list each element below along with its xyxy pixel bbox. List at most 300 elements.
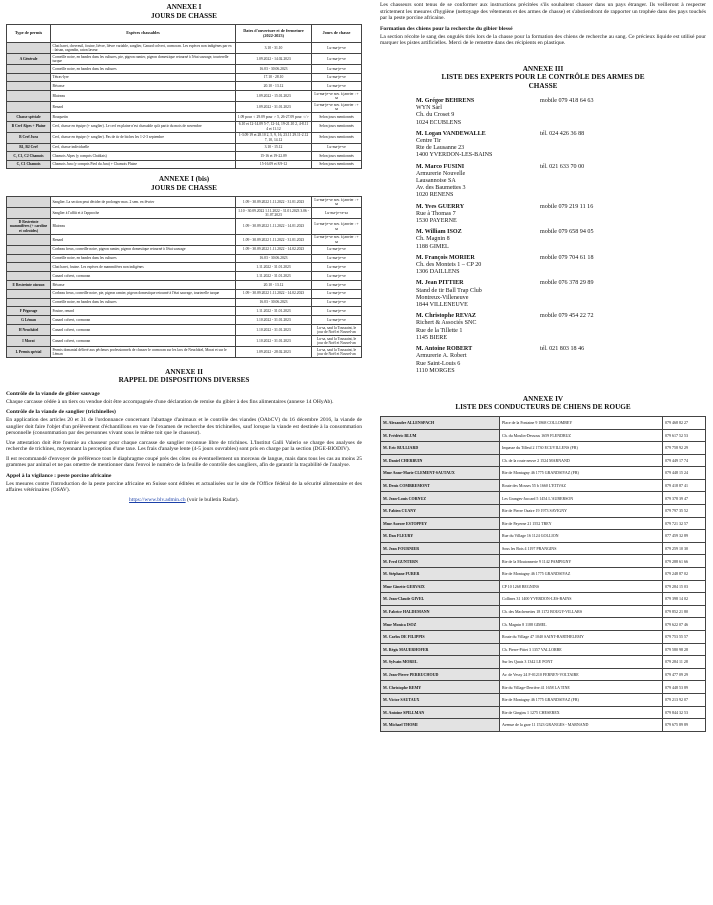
permis-cell: B Cerf Jura [7, 132, 51, 143]
annexe1bis-body [7, 197, 362, 358]
annexe2-link-line [6, 497, 362, 504]
annexe2-subtitle: RAPPEL DE DISPOSITIONS DIVERSES [118, 376, 250, 385]
dates-cell: 16.03 - 30.06.2023 [236, 298, 312, 307]
dates-cell: 1.11.2022 - 31.01.2023 [236, 263, 312, 272]
expert-address-line: Rte de Lausanne 23 [416, 145, 465, 152]
conducteur-phone: 079 378 39 47 [663, 492, 706, 505]
conducteur-row [381, 631, 706, 644]
conducteur-address: Route du Village 47 1040 SAINT-BARTHELEMY [500, 631, 663, 644]
conducteur-address: Collines 31 1400 YVERDON-LES-BAINS [500, 593, 663, 606]
conducteur-name: M. Victor SAUTAUX [381, 693, 500, 706]
permis-cell: B Cerf Alpes + Plaine [7, 121, 51, 132]
expert-details [380, 313, 540, 342]
annexe2-paragraph-4: Il est recommandé d'envoyer de préférence tout le diaphragme coupé près des côtes ou éventuellement un morceau de langue, mais dans tous les cas au moins 25 grammes par animal et ne pas omettre de mentionner dans l'envoi le numéro de la feuille de contrôle des sangliers, afin de garantir la traçabilité de l'analyse. [6, 455, 362, 469]
expert-phone: tél. 024 426 36 88 [540, 130, 585, 137]
conducteur-name: M. Alexandre ALLENSPACH [381, 416, 500, 429]
conducteur-address: Ch. du Moulin-Dessous 1659 FLENDRUZ [500, 429, 663, 442]
conducteur-phone: 079 248 87 02 [663, 568, 706, 581]
dates-cell: 1.09 - 30.09.2022 1.11.2022 - 31.01.2023 [236, 234, 312, 245]
expert-address-line: Richert & Associés SNC [416, 320, 477, 327]
expert-entry [380, 131, 706, 160]
especes-cell: Tétras-lyre [51, 73, 236, 82]
expert-name: M. Antoine ROBERT [416, 346, 473, 353]
conducteur-row [381, 467, 706, 480]
dates-cell: 1.09 - 30.09.2022 1.11.2022 - 14.01.2023 [236, 219, 312, 234]
conducteur-name: M. Jean FOURNIER [381, 542, 500, 555]
dates-cell: 3.10 - 15.12 [236, 143, 312, 152]
annexe2-heading-peste: Appel à la vigilance : peste porcine africaine [6, 472, 112, 479]
expert-entry [380, 280, 706, 309]
annexe1bis-subtitle: JOURS DE CHASSE [151, 183, 217, 192]
conducteur-row [381, 505, 706, 518]
conducteur-row [381, 454, 706, 467]
dates-cell: 1.09 pour ♀ 29.09 pour ♂ 5, 26-27.09 pour ♀/♂ [236, 112, 312, 121]
header-especes: Espèces chassables [51, 25, 236, 43]
conducteur-row [381, 706, 706, 719]
conducteur-phone: 079 468 82 27 [663, 416, 706, 429]
expert-address-line: Av. des Baumettes 3 [416, 185, 466, 192]
expert-address-line: Montreux-Villeneuve [416, 294, 469, 301]
expert-address-line: Armurerie A. Robert [416, 353, 467, 360]
especes-cell: Canard colvert, cormoran [51, 324, 236, 335]
conducteur-name: M. Frédéric BLUM [381, 429, 500, 442]
conducteur-phone: 079 797 35 52 [663, 505, 706, 518]
especes-cell: Blaireau [51, 90, 236, 101]
dates-cell: 16.03 - 30.06.2023 [236, 254, 312, 263]
conducteur-name: M. Michael THOMI [381, 719, 500, 732]
conducteur-phone: 079 622 07 46 [663, 618, 706, 631]
especes-cell: Corbeau freux, corneille noire, pigeon ramier, pigeon domestique retourné à l'état sauvage [51, 245, 236, 254]
especes-cell: Fouine, renard [51, 307, 236, 316]
formation-heading: Formation des chiens pour la recherche du gibier blessé [380, 25, 513, 32]
permis-cell [7, 101, 51, 112]
especes-cell: Bécasse [51, 82, 236, 91]
conducteur-phone: 079 418 87 41 [663, 479, 706, 492]
dates-cell: 1.09 - 30.09.2022 1.11.2022 - 14.02.2023 [236, 289, 312, 298]
permis-cell [7, 208, 51, 219]
conducteur-address: Ch. des Machenettes 18 1172 BOUGY-VILLARS [500, 605, 663, 618]
expert-address-line: Rue de la Tillette 1 [416, 327, 463, 334]
conducteur-row [381, 656, 706, 669]
conducteur-phone: 079 448 53 89 [663, 681, 706, 694]
dates-cell: 1.09.2022 - 15.01.2023 [236, 90, 312, 101]
conducteur-name: Mme Monica ISOZ [381, 618, 500, 631]
conducteur-phone: 079 758 92 29 [663, 442, 706, 455]
dates-cell: 1.09 - 30.09.2022 1.11.2022 - 14.02.2023 [236, 245, 312, 254]
annexe2-title: ANNEXE II [165, 367, 203, 376]
formation-paragraph: La section récolte le sang des ongulés tirés lors de la chasse pour la formation des chiens de recherche au sang. Ce précieux liquide est utilisé pour marquer les pistes artificielles. Merci de le remettre dans des récipients en plastique. [380, 33, 706, 46]
jours-cell: Selon jours mentionnés [312, 152, 362, 161]
annexe1-table [6, 24, 362, 169]
expert-entry [380, 204, 706, 226]
conducteur-phone: 079 288 61 66 [663, 555, 706, 568]
annexe3-title: ANNEXE III [522, 64, 564, 73]
link-suffix: (voir le bulletin Radar). [185, 496, 239, 503]
conducteur-phone: 079 449 17 74 [663, 454, 706, 467]
dates-cell: 3.10 - 31.10 [236, 43, 312, 54]
dates-cell: 16.03 - 30.06.2023 [236, 65, 312, 74]
annexe2-heading-sanglier: Contrôle de la viande de sanglier (trichinelles) [6, 409, 116, 416]
conducteur-row [381, 693, 706, 706]
conducteur-row [381, 681, 706, 694]
conducteur-name: M. Jean-Claude GIVEL [381, 593, 500, 606]
annexe1-subtitle: JOURS DE CHASSE [151, 11, 217, 20]
permis-cell [7, 254, 51, 263]
osav-link[interactable]: https://www.blv.admin.ch [129, 496, 186, 503]
dates-cell: 1.09.2022 - 14.02.2023 [236, 54, 312, 65]
conducteur-phone: 079 284 15 03 [663, 580, 706, 593]
conducteur-name: Mme Anne-Marie CLEMENT-SAUTAUX [381, 467, 500, 480]
conducteur-phone: 079 721 32 57 [663, 517, 706, 530]
especes-cell: Chamois Alpes (y compris Chablais) [51, 152, 236, 161]
expert-details [380, 98, 540, 127]
permis-cell [7, 263, 51, 272]
dates-cell: 1.09 - 30.09.2022 1.11.2022 - 31.01.2023 [236, 197, 312, 208]
conducteur-phone: 079 675 89 89 [663, 719, 706, 732]
header-permis: Type de permis [7, 25, 51, 43]
annexe1bis-row [7, 316, 362, 325]
annexe1bis-row [7, 263, 362, 272]
permis-cell [7, 289, 51, 298]
expert-entry [380, 229, 706, 251]
conducteur-name: M. Eric BULLIARD [381, 442, 500, 455]
annexe1bis-table [6, 196, 362, 358]
permis-cell [7, 65, 51, 74]
especes-cell: Sanglier à l'affût et à l'approche [51, 208, 236, 219]
expert-entry [380, 313, 706, 342]
permis-cell: B1, B2 Cerf [7, 143, 51, 152]
conducteur-name: M. Jean-Pierre PERRUCHOUD [381, 668, 500, 681]
conducteur-name: Mme Aurore ESTOPPEY [381, 517, 500, 530]
jours-cell: Lu-ma-je-ve nov. à janvier : + sa [312, 219, 362, 234]
especes-cell: Renard [51, 101, 236, 112]
annexe1-title: ANNEXE I [166, 3, 202, 11]
conducteur-phone: 079 844 32 53 [663, 706, 706, 719]
annexe1bis-row [7, 208, 362, 219]
annexe1-row [7, 73, 362, 82]
annexe1bis-row [7, 197, 362, 208]
especes-cell: Cerf, chasse individuelle [51, 143, 236, 152]
jours-cell: Selon jours mentionnés [312, 112, 362, 121]
expert-address-line: 1400 YVERDON-LES-BAINS [416, 152, 493, 159]
conducteur-name: M. Denis COMBREMONT [381, 479, 500, 492]
conducteur-row [381, 429, 706, 442]
conducteur-name: M. Fabrice HALDEMANN [381, 605, 500, 618]
expert-details [380, 346, 540, 375]
conducteur-address: Av. de Vessy 24 F-01210 FERNEY-VOLTAIRE [500, 668, 663, 681]
jours-cell: Selon jours mentionnés [312, 160, 362, 169]
jours-cell: Lu-ma-je-ve [312, 54, 362, 65]
especes-cell: Bécasse [51, 280, 236, 289]
jours-cell: Lu-ma-je-ve [312, 280, 362, 289]
annexe1-row [7, 121, 362, 132]
conducteur-row [381, 530, 706, 543]
especes-cell: Blaireau [51, 219, 236, 234]
conducteur-phone: 079 617 52 53 [663, 429, 706, 442]
conducteur-address: Ch. Magnin 8 1188 GIMEL [500, 618, 663, 631]
jours-cell: Lu-ma-je-ve [312, 289, 362, 298]
annexe1-row [7, 90, 362, 101]
expert-name: M. Yves GUERRY [416, 203, 465, 210]
conducteur-address: Impasse du Tilleul 2 1730 ECUVILLENS (FR) [500, 442, 663, 455]
conducteur-address: Rte de Pierre Ozaire 19 1973 SAVIGNY [500, 505, 663, 518]
conducteur-phone: 079 477 09 29 [663, 668, 706, 681]
expert-name: M. Logan VANDEWALLE [416, 130, 486, 137]
conducteur-name: M. Antoine SPILLMAN [381, 706, 500, 719]
conducteur-phone: 077 459 32 89 [663, 530, 706, 543]
expert-address-line: WYN Sàrl [416, 105, 442, 112]
annexe2-paragraph-2: En application des articles 20 et 31 de l'ordonnance concernant l'abattage d'animaux et le contrôle des viandes (OAbCV) du 16 décembre 2016, la viande de sanglier doit faire l'objet d'un prélèvement d'échantillons en vue de l'examen de recherche des trichinelles, sauf lorsque la viande est destinée à la consommation personnelle (consommation par des personnes vivant sous le même toit que le chasseur). [6, 417, 362, 437]
conducteur-row [381, 643, 706, 656]
dates-cell: 20.10 - 13.12 [236, 82, 312, 91]
annexe2-paragraph-5: Les mesures contre l'introduction de la peste porcine africaine en Suisse sont éditées et actualisées sur le site de l'Office fédéral de la sécurité alimentaire et des affaires vétérinaires (OSAV). [6, 480, 362, 494]
expert-entry [380, 164, 706, 200]
conducteurs-table [380, 416, 706, 732]
especes-cell: Permis domanial délivré aux pêcheurs professionnels de chasser le cormoran sur les lacs de Neuchâtel, Morat et sur le Léman [51, 346, 236, 357]
expert-address-line: Ch. Magnin 8 [416, 236, 450, 243]
annexe1bis-row [7, 234, 362, 245]
right-column [380, 0, 706, 732]
jours-cell: Lu-ma-je-ve nov. à janvier : + sa [312, 101, 362, 112]
dates-cell: 1.10.2022 - 31.01.2023 [236, 316, 312, 325]
expert-address-line: 1020 RENENS [416, 192, 454, 199]
annexe1-row [7, 43, 362, 54]
expert-details [380, 255, 540, 277]
annexe1bis-row [7, 335, 362, 346]
annexe1-row [7, 112, 362, 121]
permis-cell: D Restreinte mammifères (+ caroline et coleoïdes) [7, 219, 51, 234]
permis-cell: C, C1 Chamois [7, 160, 51, 169]
permis-cell: H Neuchâtel [7, 324, 51, 335]
conducteur-phone: 079 753 55 57 [663, 631, 706, 644]
especes-cell: Chamois Jura (y compris Pied du Jura) + Chamois Plaine [51, 160, 236, 169]
conducteur-address: Rte de Montagny 46 1775 GRANDSIVAZ (FR) [500, 467, 663, 480]
permis-cell: G Léman [7, 316, 51, 325]
expert-phone: mobile 079 219 11 16 [540, 203, 594, 210]
annexe2-paragraph-1: Chaque carcasse cédée à un tiers ou vendue doit être accompagnée d'une déclaration de remise du gibier à des fins alimentaires (annexe 14 OHyAb). [6, 398, 334, 405]
jours-cell: Lu-ma-je-ve [312, 73, 362, 82]
header-jours: Jours de chasse [312, 25, 362, 43]
permis-cell [7, 245, 51, 254]
conducteur-address: Rte de Montagny 46 1775 GRANDSIVAZ (FR) [500, 693, 663, 706]
jours-cell: Lu-ma-je-ve nov. à janvier : + sa [312, 197, 362, 208]
expert-address-line: 1145 BIERE [416, 334, 448, 341]
conducteur-row [381, 568, 706, 581]
annexe1-row [7, 82, 362, 91]
expert-name: M. William ISOZ [416, 229, 462, 236]
jours-cell: Selon jours mentionnés [312, 121, 362, 132]
conducteur-row [381, 416, 706, 429]
conducteur-phone: 079 259 10 30 [663, 542, 706, 555]
especes-cell: Corneille noire, en bandes dans les cultures, pie, pigeon ramier, pigeon domestique retourné à l'état sauvage, tourterelle turque [51, 54, 236, 65]
experts-list [380, 98, 706, 375]
jours-cell: Lu-ma-je-ve [312, 272, 362, 281]
permis-cell [7, 234, 51, 245]
conducteur-phone: 079 213 92 07 [663, 693, 706, 706]
conducteur-row [381, 517, 706, 530]
jours-cell: Lu-ma-je-ve [312, 43, 362, 54]
annexe1bis-row [7, 272, 362, 281]
dates-cell: 1.11.2022 - 31.01.2023 [236, 272, 312, 281]
conducteur-address: Route des Mosses 55 b 1660 L'ETIVAZ [500, 479, 663, 492]
conducteur-address: Rte de Gingins 1 1275 CHESEREX [500, 706, 663, 719]
annexe1bis-row [7, 307, 362, 316]
conducteur-address: Sous les Bois 4 1197 PRANGINS [500, 542, 663, 555]
intro-paragraph: Les chasseurs sont tenus de se conformer aux instructions précitées s'ils souhaitent chasser dans un pays étranger. Ils veilleront à respecter strictement les mesures d'hygiène (nettoyage des vêtements et des armes de chasse) et s'abstiendront de rapporter un trophée dans des pays touchés par la peste porcine africaine. [380, 2, 706, 21]
expert-address-line: 1110 MORGES [416, 367, 455, 374]
permis-cell [7, 272, 51, 281]
dates-cell: 1.10 - 30.09.2022 1.11.2022 - 31.01.2023 3.06 - 31.07.2023 [236, 208, 312, 219]
jours-cell: Lu-ma-je-ve [312, 307, 362, 316]
conducteur-row [381, 719, 706, 732]
conducteur-name: M. Dan FLEURY [381, 530, 500, 543]
conducteur-name: M. Fred GUNTERN [381, 555, 500, 568]
conducteur-name: M. Régis MAUERHOFER [381, 643, 500, 656]
annexe4-title: ANNEXE IV [522, 394, 564, 403]
especes-cell: Canard colvert, cormoran [51, 272, 236, 281]
expert-phone: mobile 076 378 29 89 [540, 280, 594, 287]
especes-cell: Corneille noire, en bandes dans les cultures [51, 254, 236, 263]
annexe1-row [7, 65, 362, 74]
annexe3-subtitle: LISTE DES EXPERTS POUR LE CONTRÔLE DES ARMES DE CHASSE [441, 73, 645, 90]
especes-cell: Canard colvert, cormoran [51, 335, 236, 346]
annexe1-header-row [7, 25, 362, 43]
jours-cell: Lu-ma-je-ve [312, 82, 362, 91]
annexe1bis-row [7, 280, 362, 289]
expert-address-line: Armurerie Nouvelle [416, 170, 466, 177]
permis-cell [7, 43, 51, 54]
dates-cell: 1.10.2022 - 31.01.2023 [236, 335, 312, 346]
jours-cell: Lu-sa, sauf la Toussaint, le jour de Noël et Nouvel-an [312, 324, 362, 335]
dates-cell: 1-3.09 19 et 28.10 2, 5, 9, 16, 23.11 29.11-2.12 7, 10, 14.12 [236, 132, 312, 143]
expert-details [380, 280, 540, 309]
expert-name: M. Grégor BEHRENS [416, 98, 475, 104]
conducteur-address: Sur les Quais 3 1342 LE PONT [500, 656, 663, 669]
expert-address-line: Rue Saint-Louis 6 [416, 360, 461, 367]
expert-name: M. Jean PITTIER [416, 280, 464, 287]
expert-name: M. Marco FUSINI [416, 163, 465, 170]
expert-address-line: 1844 VILLENEUVE [416, 302, 468, 309]
conducteur-row [381, 492, 706, 505]
conducteur-row [381, 668, 706, 681]
expert-phone: mobile 079 454 22 72 [540, 313, 594, 320]
dates-cell: 20.10 - 13.12 [236, 280, 312, 289]
annexe1-row [7, 132, 362, 143]
jours-cell: Lu-ma-je-ve [312, 316, 362, 325]
jours-cell: Lu-ma-je-ve [312, 254, 362, 263]
permis-cell: Chasse spéciale [7, 112, 51, 121]
expert-details [380, 229, 540, 251]
expert-phone: tél. 021 803 18 46 [540, 346, 585, 353]
dates-cell: 15-16 et 19-22.09 [236, 152, 312, 161]
annexe1-row [7, 160, 362, 169]
conducteur-address: Rte de la Moutonnerie 9 1142 PAMPIGNY [500, 555, 663, 568]
annexe2-heading-gibier: Contrôle de la viande de gibier sauvage [6, 390, 100, 397]
annexe4-subtitle: LISTE DES CONDUCTEURS DE CHIENS DE ROUGE [455, 403, 631, 412]
jours-cell: Lu-ma-je-ve nov. à janvier : + sa [312, 234, 362, 245]
conducteur-name: M. Carlos DE FILIPPIS [381, 631, 500, 644]
expert-address-line: 1188 GIMEL [416, 243, 449, 250]
expert-phone: tél. 021 633 70 00 [540, 163, 585, 170]
conducteur-row [381, 542, 706, 555]
especes-cell: Cerf, chasse en équipe (+ sanglier). Le cerf en plaine n'est chassable qu'à partir du mois de novembre [51, 121, 236, 132]
permis-cell: C, C1, C2 Chamois [7, 152, 51, 161]
expert-entry [380, 98, 706, 127]
conducteur-name: M. Sylvain MOREL [381, 656, 500, 669]
conducteur-address: Place de la Fontaine 9 1868 COLLOMBEY [500, 416, 663, 429]
dates-cell: 1.09.2022 - 28.02.2023 [236, 346, 312, 357]
jours-cell: Lu-ma-je-ve [312, 143, 362, 152]
dates-cell: 1.11.2022 - 31.01.2023 [236, 307, 312, 316]
expert-address-line: 1024 ECUBLENS [416, 119, 462, 126]
conducteur-row [381, 618, 706, 631]
conducteur-name: Mme Ginette GERVAIX [381, 580, 500, 593]
expert-name: M. François MORIER [416, 254, 475, 261]
permis-cell: I Morat [7, 335, 51, 346]
expert-address-line: 1530 PAYERNE [416, 218, 457, 225]
permis-cell: E Restreinte oiseaux [7, 280, 51, 289]
annexe1bis-row [7, 289, 362, 298]
conducteurs-body [381, 416, 706, 731]
jours-cell: Lu-sa, sauf la Toussaint, le jour de Noël et Nouvel-an [312, 346, 362, 357]
conducteur-address: Rte de Montagny 46 1775 GRANDSIVAZ [500, 568, 663, 581]
conducteur-phone: 079 852 21 80 [663, 605, 706, 618]
permis-cell: F Pégorage [7, 307, 51, 316]
annexe1-row [7, 143, 362, 152]
conducteur-name: M. Stéphane FURER [381, 568, 500, 581]
conducteur-address: Ch. de la route neuve 2 1524 MARNAND [500, 454, 663, 467]
jours-cell: Lu-ma-je-ve [312, 263, 362, 272]
conducteur-name: M. Daniel CHERBUIN [381, 454, 500, 467]
especes-cell: Corbeau freux, corneille noire, pie, pigeon ramier, pigeon domestique retourné à l'état sauvage, tourterelle turque [51, 289, 236, 298]
jours-cell: Lu-sa, sauf la Toussaint, le jour de Noël et Nouvel-an [312, 335, 362, 346]
jours-cell: Lu-ma-je-ve [312, 65, 362, 74]
especes-cell: Corneille noire, en bandes dans les cultures [51, 298, 236, 307]
especes-cell: Renard [51, 234, 236, 245]
conducteur-phone: 079 284 11 28 [663, 656, 706, 669]
header-dates: Dates d'ouverture et de fermeture (2022-2023) [236, 25, 312, 43]
dates-cell: 1.10.2022 - 31.01.2023 [236, 324, 312, 335]
conducteur-phone: 079 398 14 02 [663, 593, 706, 606]
annexe2-paragraph-3: Une attestation doit être fournie au chasseur pour chaque carcasse de sanglier reconnue libre de trichines. L'Institut Galli Valerio se charge des analyses de recherche de trichines, moyennant la perception d'une taxe. Les frais d'analyse lente (4-5 jours ouvrables) sont pris en charge par la section (DGE-BIODIV). [6, 439, 362, 453]
permis-cell [7, 197, 51, 208]
expert-address-line: Lausannoise SA [416, 178, 456, 185]
conducteur-address: Avenue de la gare 11 1523 GRANGES - MARNAND [500, 719, 663, 732]
conducteur-address: CP 10 1268 BEGNINS [500, 580, 663, 593]
jours-cell: Lu-ma-je-ve [312, 298, 362, 307]
conducteur-phone: 079 448 15 24 [663, 467, 706, 480]
annexe1bis-row [7, 298, 362, 307]
expert-phone: mobile 079 704 61 18 [540, 254, 594, 261]
conducteur-address: Rte de Payerne 21 1552 TREY [500, 517, 663, 530]
expert-address-line: Ch. des Monteis 1 – CP 20 [416, 262, 482, 269]
annexe1bis-row [7, 219, 362, 234]
conducteur-row [381, 555, 706, 568]
left-column [6, 0, 362, 506]
conducteur-row [381, 442, 706, 455]
permis-cell: A Générale [7, 54, 51, 65]
expert-details [380, 131, 540, 160]
annexe1bis-row [7, 324, 362, 335]
expert-address-line: Ch. du Croset 9 [416, 112, 455, 119]
dates-cell: 15-16.09 et 8.9-12 [236, 160, 312, 169]
expert-address-line: Centre Tir [416, 138, 441, 145]
annexe1-row [7, 101, 362, 112]
annexe1-body [7, 43, 362, 169]
annexe1-row [7, 152, 362, 161]
dates-cell: 6.10 et 12-14.09 5-7, 12-14, 19-21.10 2, 4-8.11 4 et 11.12 [236, 121, 312, 132]
conducteur-row [381, 479, 706, 492]
